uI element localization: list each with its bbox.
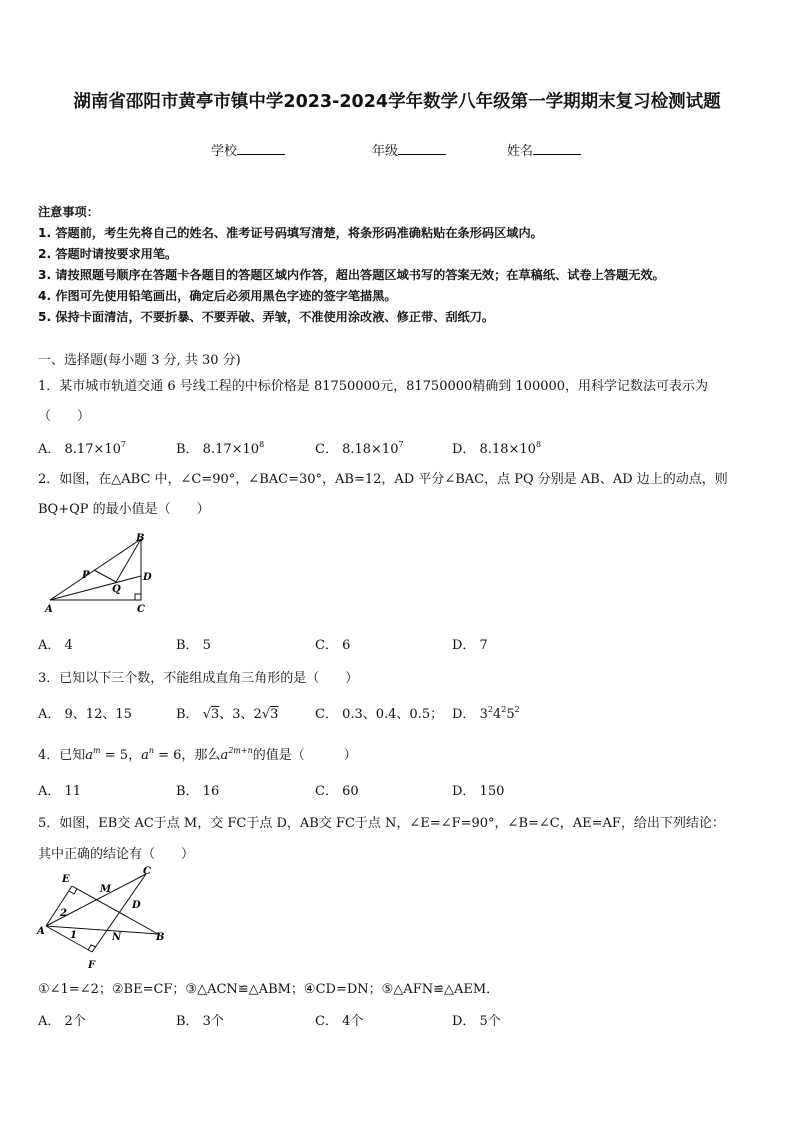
label-m: M bbox=[100, 884, 112, 895]
q5-option-d: D． 5个 bbox=[452, 1014, 501, 1029]
note-item: 4. 作图可先使用铅笔画出，确定后必须用黑色字迹的签字笔描黑。 bbox=[38, 289, 397, 303]
label-f: F bbox=[88, 960, 96, 971]
q2-option-a: A． 4 bbox=[38, 638, 73, 653]
q4-option-b: B． 16 bbox=[176, 784, 220, 799]
q2-option-b: B． 5 bbox=[176, 638, 211, 653]
school-label: 学校 bbox=[211, 144, 238, 159]
q1-option-b: B． $8.17\times 10^8$ bbox=[176, 440, 265, 457]
label-d: D bbox=[132, 900, 141, 911]
page-title: 湖南省邵阳市黄亭市镇中学2023-2024学年数学八年级第一学期期末复习检测试题 bbox=[73, 92, 721, 112]
right-angle-mark bbox=[135, 594, 141, 600]
segment-bq bbox=[116, 539, 141, 582]
label-p: P bbox=[82, 570, 90, 581]
question-1-paren: （ ） bbox=[38, 409, 91, 424]
question-5-conclusions: ①∠1=∠2；②BE=CF；③△ACN≌△ABM；④CD=DN；⑤△AFN≌△AEM． bbox=[38, 982, 500, 997]
sqrt-symbol: √ bbox=[202, 707, 211, 722]
label-c: C bbox=[143, 866, 151, 877]
question-5-line1: 5．如图，EB交 AC于点 M，交 FC于点 D，AB交 FC于点 N，∠E=∠F=90°，∠B=∠C，AE=AF，给出下列结论： bbox=[38, 816, 725, 831]
question-5-line2: 其中正确的结论有（ ） bbox=[38, 847, 195, 862]
q3-option-c: C． 0.3、0.4、0.5； bbox=[315, 707, 444, 722]
q2-triangle-figure bbox=[40, 530, 170, 620]
question-4-stem: 4．已知$a^m = 5$，$a^n = 6$，那么$a^{2m+n}$的值是（ ） bbox=[38, 746, 357, 763]
note-item: 5. 保持卡面清洁，不要折暴、不要弄破、弄皱，不准使用涂改液、修正带、刮纸刀。 bbox=[38, 310, 495, 324]
segment-ad bbox=[50, 576, 141, 600]
q1-option-a: A． $8.17\times 10^7$ bbox=[38, 440, 126, 457]
grade-field[interactable] bbox=[372, 140, 446, 159]
label-b: B bbox=[156, 932, 165, 943]
name-field[interactable] bbox=[507, 140, 581, 159]
note-item: 1. 答题前，考生先将自己的姓名、准考证号码填写清楚，将条形码准确粘贴在条形码区域内。 bbox=[38, 226, 543, 240]
label-d: D bbox=[143, 572, 152, 583]
note-item: 2. 答题时请按要求用笔。 bbox=[38, 247, 178, 261]
segment-ae bbox=[46, 886, 72, 926]
q3-option-a: A． 9、12、15 bbox=[38, 707, 132, 722]
label-a: A bbox=[45, 604, 53, 615]
q4-option-c: C． 60 bbox=[315, 784, 359, 799]
question-1-stem: 1．某市城市轨道交通 6 号线工程的中标价格是 81750000元，81750000精确到 100000，用科学记数法可表示为 bbox=[38, 379, 709, 394]
q4-option-d: D． 150 bbox=[452, 784, 505, 799]
q5-option-a: A． 2个 bbox=[38, 1014, 86, 1029]
grade-label: 年级 bbox=[372, 144, 399, 159]
label-2: 2 bbox=[60, 908, 67, 919]
segment-af bbox=[46, 926, 92, 952]
segment-eb bbox=[72, 886, 158, 934]
label-e: E bbox=[62, 874, 70, 885]
segment-ab bbox=[46, 926, 158, 934]
q2-option-d: D． 7 bbox=[452, 638, 488, 653]
q4-option-a: A． 11 bbox=[38, 784, 82, 799]
label-a: A bbox=[37, 926, 45, 937]
q1-option-c: C． $8.18\times 10^7$ bbox=[315, 440, 404, 457]
q1-option-d: D． $8.18\times 10^8$ bbox=[452, 440, 542, 457]
q5-geometry-figure bbox=[34, 864, 174, 974]
question-2-line1: 2．如图，在△ABC 中，∠C=90°，∠BAC=30°，AB=12，AD 平分∠BAC，点 PQ 分别是 AB、AD 边上的动点，则 bbox=[38, 472, 728, 487]
label-b: B bbox=[136, 533, 145, 544]
name-label: 姓名 bbox=[507, 144, 534, 159]
label-1: 1 bbox=[70, 930, 77, 941]
notes-heading: 注意事项： bbox=[38, 205, 99, 219]
label-q: Q bbox=[112, 584, 121, 595]
sqrt-symbol: √ bbox=[261, 707, 271, 722]
q2-option-c: C． 6 bbox=[315, 638, 351, 653]
label-c: C bbox=[137, 604, 145, 615]
segment-pq bbox=[94, 570, 116, 582]
q3-option-d: D． $3^24^25^2$ bbox=[452, 705, 520, 722]
label-n: N bbox=[112, 932, 122, 943]
question-2-line2: BQ+QP 的最小值是（ ） bbox=[38, 502, 210, 517]
segment-ab bbox=[50, 539, 141, 600]
question-3-stem: 3．已知以下三个数，不能组成直角三角形的是（ ） bbox=[38, 671, 359, 686]
q5-option-c: C． 4个 bbox=[315, 1014, 364, 1029]
q3-option-b: B． √3、3、2√3 bbox=[176, 707, 279, 722]
section-heading: 一、选择题(每小题 3 分, 共 30 分) bbox=[38, 353, 241, 368]
school-field[interactable] bbox=[211, 140, 285, 159]
q5-option-b: B． 3个 bbox=[176, 1014, 224, 1029]
right-angle-mark-e bbox=[69, 889, 77, 894]
note-item: 3. 请按照题号顺序在答题卡各题目的答题区域内作答，超出答题区域书写的答案无效；在草稿纸、试卷上答题无效。 bbox=[38, 268, 665, 282]
